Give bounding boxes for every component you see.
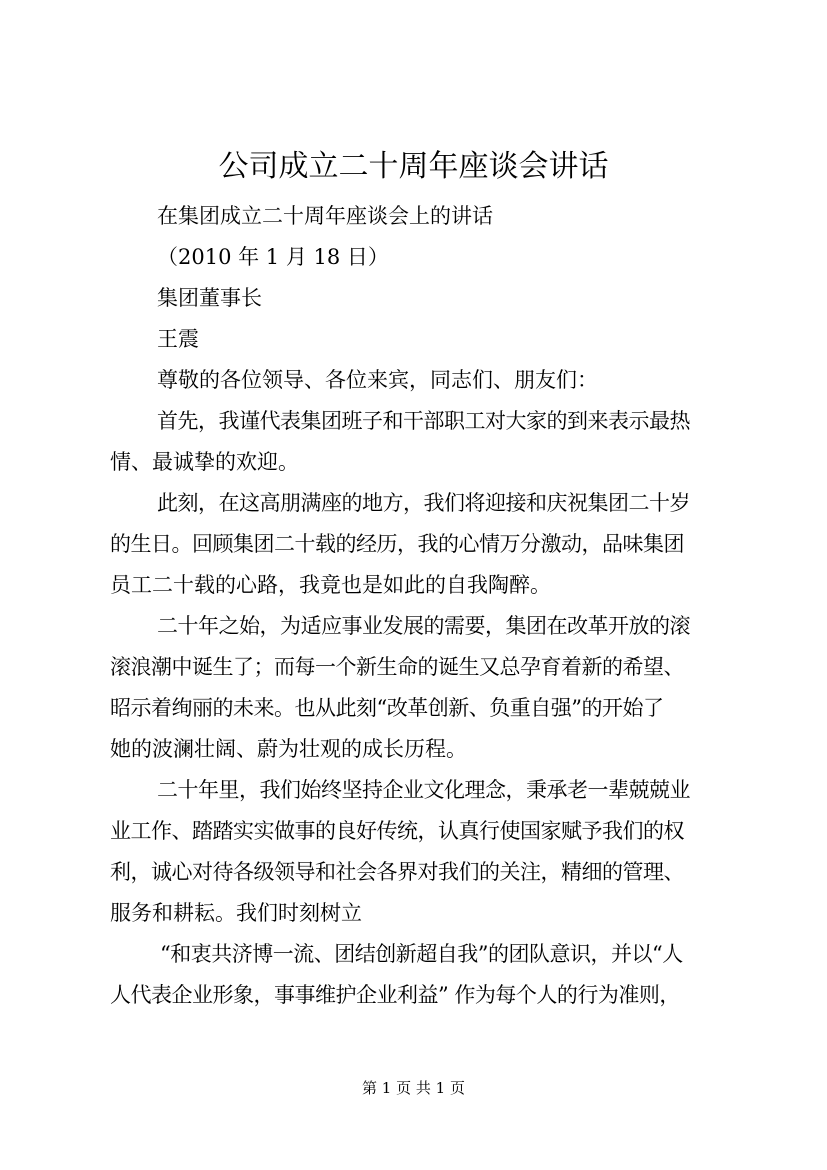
document-body	[110, 196, 740, 1016]
paragraph-line: 二十年之始，为适应事业发展的需要，集团在改革开放的滚	[157, 614, 690, 638]
salutation: 尊敬的各位领导、各位来宾，同志们、朋友们：	[157, 368, 598, 392]
page-number-footer: 第 1 页 共 1 页	[362, 1079, 465, 1097]
paragraph-line: 人代表企业形象，事事维护企业利益” 作为每个人的行为准则，	[110, 983, 680, 1007]
paragraph-line: 她的波澜壮阔、蔚为壮观的成长历程。	[110, 737, 467, 761]
speech-heading: 在集团成立二十周年座谈会上的讲话	[157, 204, 493, 228]
paragraph-line: “和衷共济博一流、团结创新超自我”的团队意识，并以“人	[160, 942, 683, 966]
paragraph-line: 首先，我谨代表集团班子和干部职工对大家的到来表示最热	[157, 409, 690, 433]
speaker-position: 集团董事长	[157, 286, 262, 310]
speech-date: （2010 年 1 月 18 日）	[157, 245, 389, 269]
document-title: 公司成立二十周年座谈会讲话	[218, 149, 609, 184]
paragraph-line: 二十年里，我们始终坚持企业文化理念，秉承老一辈兢兢业	[157, 778, 690, 802]
paragraph-line: 利，诚心对待各级领导和社会各界对我们的关注，精细的管理、	[110, 860, 684, 884]
paragraph-line: 情、最诚挚的欢迎。	[110, 450, 299, 474]
paragraph-line: 的生日。回顾集团二十载的经历，我的心情万分激动，品味集团	[110, 532, 684, 556]
paragraph-line: 此刻，在这高朋满座的地方，我们将迎接和庆祝集团二十岁	[157, 491, 690, 515]
paragraph-line: 业工作、踏踏实实做事的良好传统，认真行使国家赋予我们的权	[110, 819, 684, 843]
paragraph-line: 服务和耕耘。我们时刻树立	[110, 901, 362, 925]
paragraph-line: 昭示着绚丽的未来。也从此刻“改革创新、负重自强”的开始了	[110, 696, 664, 720]
paragraph-line: 员工二十载的心路，我竟也是如此的自我陶醉。	[110, 573, 551, 597]
paragraph-line: 滚浪潮中诞生了；而每一个新生命的诞生又总孕育着新的希望、	[110, 655, 684, 679]
speaker-name: 王震	[157, 327, 199, 351]
